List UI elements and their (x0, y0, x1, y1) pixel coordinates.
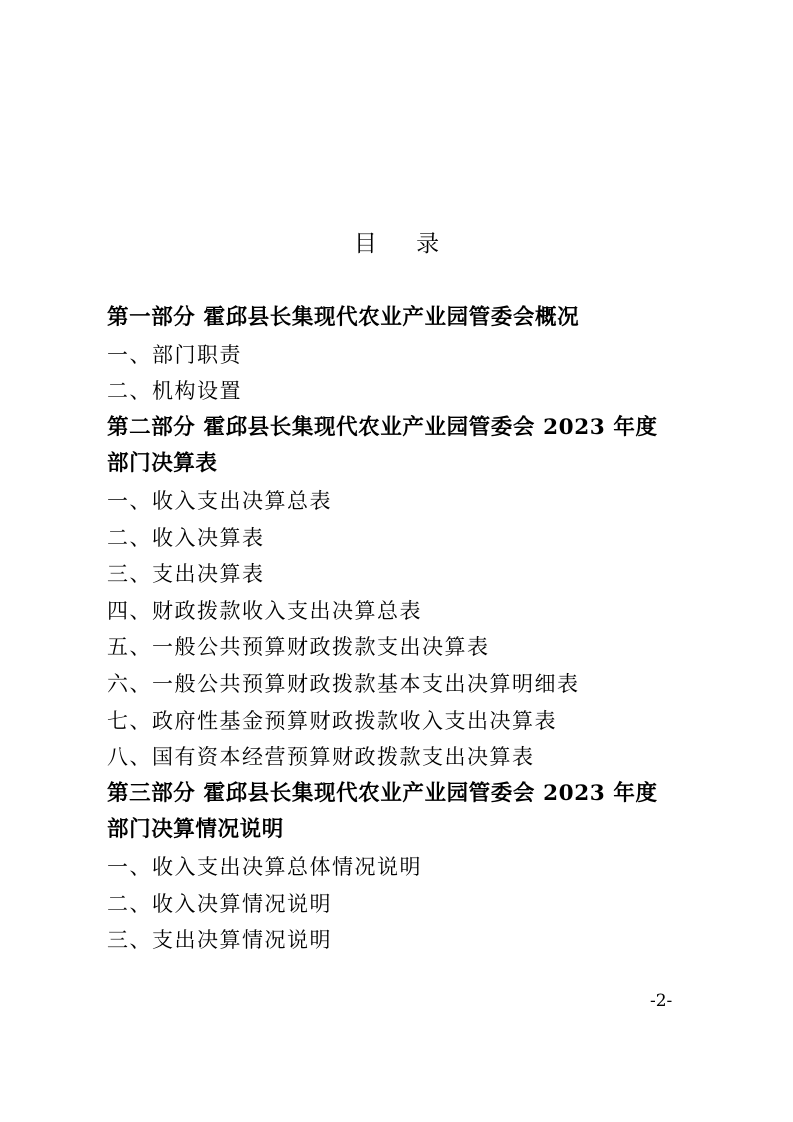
toc-item: 四、财政拨款收入支出决算总表 (107, 598, 422, 623)
toc-item: 三、支出决算表 (107, 562, 265, 587)
toc-item: 一、收入支出决算总表 (107, 488, 332, 513)
toc-part-2-heading-cont: 部门决算表 (107, 451, 218, 477)
toc-item: 一、部门职责 (107, 342, 242, 367)
toc-item: 八、国有资本经营预算财政拨款支出决算表 (107, 745, 535, 770)
toc-item: 二、收入决算情况说明 (107, 891, 332, 916)
toc-item: 五、一般公共预算财政拨款支出决算表 (107, 635, 490, 660)
table-of-contents (107, 300, 707, 959)
toc-part-1-heading: 第一部分 霍邱县长集现代农业产业园管委会概况 (107, 305, 580, 330)
toc-part-2-heading: 第二部分 霍邱县长集现代农业产业园管委会 2023 年度 (107, 414, 658, 440)
toc-item: 二、收入决算表 (107, 525, 265, 550)
toc-item: 一、收入支出决算总体情况说明 (107, 854, 422, 879)
toc-item: 七、政府性基金预算财政拨款收入支出决算表 (107, 708, 557, 733)
toc-item: 三、支出决算情况说明 (107, 928, 332, 953)
toc-title: 目 录 (353, 231, 456, 257)
toc-part-3-heading: 第三部分 霍邱县长集现代农业产业园管委会 2023 年度 (107, 780, 658, 806)
toc-part-3-heading-cont: 部门决算情况说明 (107, 817, 284, 843)
toc-item: 六、一般公共预算财政拨款基本支出决算明细表 (107, 671, 580, 696)
toc-item: 二、机构设置 (107, 379, 242, 404)
page-number: -2- (650, 991, 673, 1011)
